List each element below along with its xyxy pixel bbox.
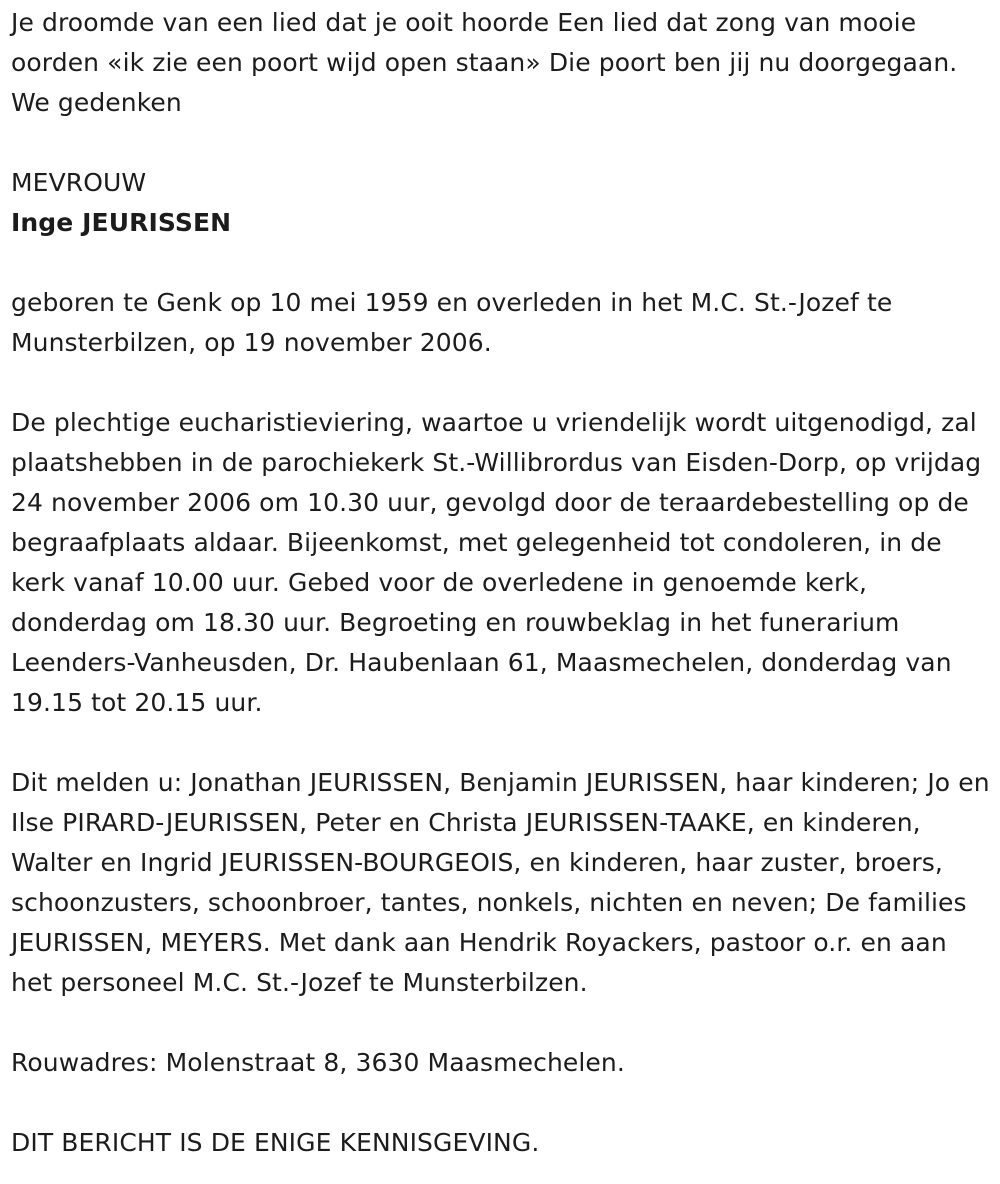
spacer — [11, 363, 996, 403]
closing-statement: DIT BERICHT IS DE ENIGE KENNISGEVING. — [11, 1128, 540, 1157]
family-paragraph: Dit melden u: Jonathan JEURISSEN, Benjamin JEURISSEN, haar kinderen; Jo en Ilse PIRARD-JEURISSEN, Peter en Christa JEURISSEN-TAAKE, en kinderen, Walter en Ingrid JEURISSEN-BOURGEOIS, en kinderen, haar zuster, broers, schoonzusters, schoonbroer, tantes, nonkels, nichten en neven; De families JEURISSEN, MEYERS. Met dank aan Hendrik Royackers, pastoor o.r. en aan het personeel M.C. St.-Jozef te Munsterbilzen. — [11, 768, 990, 997]
birth-death-paragraph: geboren te Genk op 10 mei 1959 en overleden in het M.C. St.-Jozef te Munsterbilzen, op 19 november 2006. — [11, 288, 893, 357]
mourning-address: Rouwadres: Molenstraat 8, 3630 Maasmechelen. — [11, 1048, 625, 1077]
spacer — [11, 243, 996, 283]
ceremony-paragraph: De plechtige eucharistieviering, waartoe u vriendelijk wordt uitgenodigd, zal plaatshebben in de parochiekerk St.-Willibrordus van Eisden-Dorp, op vrijdag 24 november 2006 om 10.30 uur, gevolgd door de teraardebestelling op de begraafplaats aldaar. Bijeenkomst, met gelegenheid tot condoleren, in de kerk vanaf 10.00 uur. Gebed voor de overledene in genoemde kerk, donderdag om 18.30 uur. Begroeting en rouwbeklag in het funerarium Leenders-Vanheusden, Dr. Haubenlaan 61, Maasmechelen, donderdag van 19.15 tot 20.15 uur. — [11, 408, 982, 717]
obituary-notice — [11, 3, 996, 1163]
poem-paragraph: Je droomde van een lied dat je ooit hoorde Een lied dat zong van mooie oorden «ik zie een poort wijd open staan» Die poort ben jij nu doorgegaan. We gedenken — [11, 8, 958, 117]
spacer — [11, 123, 996, 163]
deceased-name: Inge JEURISSEN — [11, 208, 232, 237]
spacer — [11, 723, 996, 763]
salutation: MEVROUW — [11, 168, 147, 197]
spacer — [11, 1003, 996, 1043]
spacer — [11, 1083, 996, 1123]
